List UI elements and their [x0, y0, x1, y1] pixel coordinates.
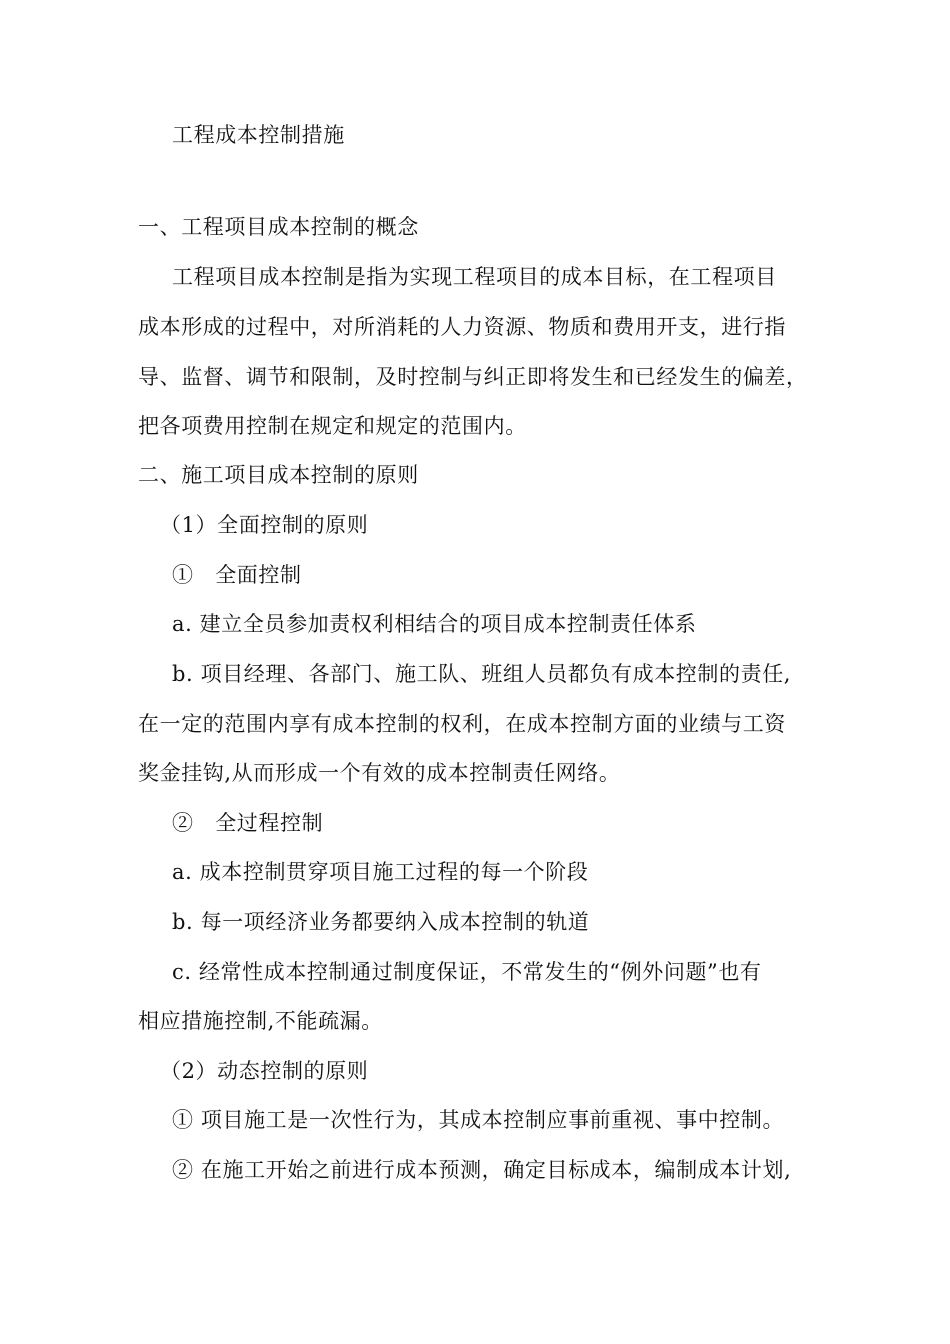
paragraph-line: 把各项费用控制在规定和规定的范围内。	[138, 414, 527, 438]
list-item-b: b. 项目经理、各部门、施工队、班组人员都负有成本控制的责任,	[172, 662, 792, 686]
principle-heading-dynamic: （2）动态控制的原则	[160, 1059, 369, 1083]
item-heading-full-control: ① 全面控制	[172, 563, 302, 587]
list-item-c: c. 经常性成本控制通过制度保证，不常发生的“例外问题”也有	[172, 960, 762, 984]
paragraph-line: 成本形成的过程中，对所消耗的人力资源、物质和费用开支，进行指	[138, 315, 786, 339]
list-item-a: a. 成本控制贯穿项目施工过程的每一个阶段	[172, 860, 589, 884]
list-item-1: ① 项目施工是一次性行为，其成本控制应事前重视、事中控制。	[172, 1108, 785, 1132]
item-heading-whole-process: ② 全过程控制	[172, 811, 324, 835]
list-item-a: a. 建立全员参加责权利相结合的项目成本控制责任体系	[172, 612, 697, 636]
paragraph-line: 在一定的范围内享有成本控制的权利，在成本控制方面的业绩与工资	[138, 712, 786, 736]
paragraph-line: 导、监督、调节和限制，及时控制与纠正即将发生和已经发生的偏差，	[138, 365, 808, 389]
principle-heading-comprehensive: （1）全面控制的原则	[160, 513, 369, 537]
paragraph-line: 工程项目成本控制是指为实现工程项目的成本目标，在工程项目	[172, 265, 777, 289]
list-item-2: ② 在施工开始之前进行成本预测，确定目标成本，编制成本计划,	[172, 1158, 792, 1182]
section-heading-concept: 一、工程项目成本控制的概念	[138, 215, 419, 239]
section-heading-principles: 二、施工项目成本控制的原则	[138, 463, 419, 487]
document-title: 工程成本控制措施	[172, 123, 345, 147]
paragraph-line: 相应措施控制,不能疏漏。	[138, 1009, 383, 1033]
paragraph-line: 奖金挂钩,从而形成一个有效的成本控制责任网络。	[138, 761, 621, 785]
list-item-b: b. 每一项经济业务都要纳入成本控制的轨道	[172, 910, 590, 934]
